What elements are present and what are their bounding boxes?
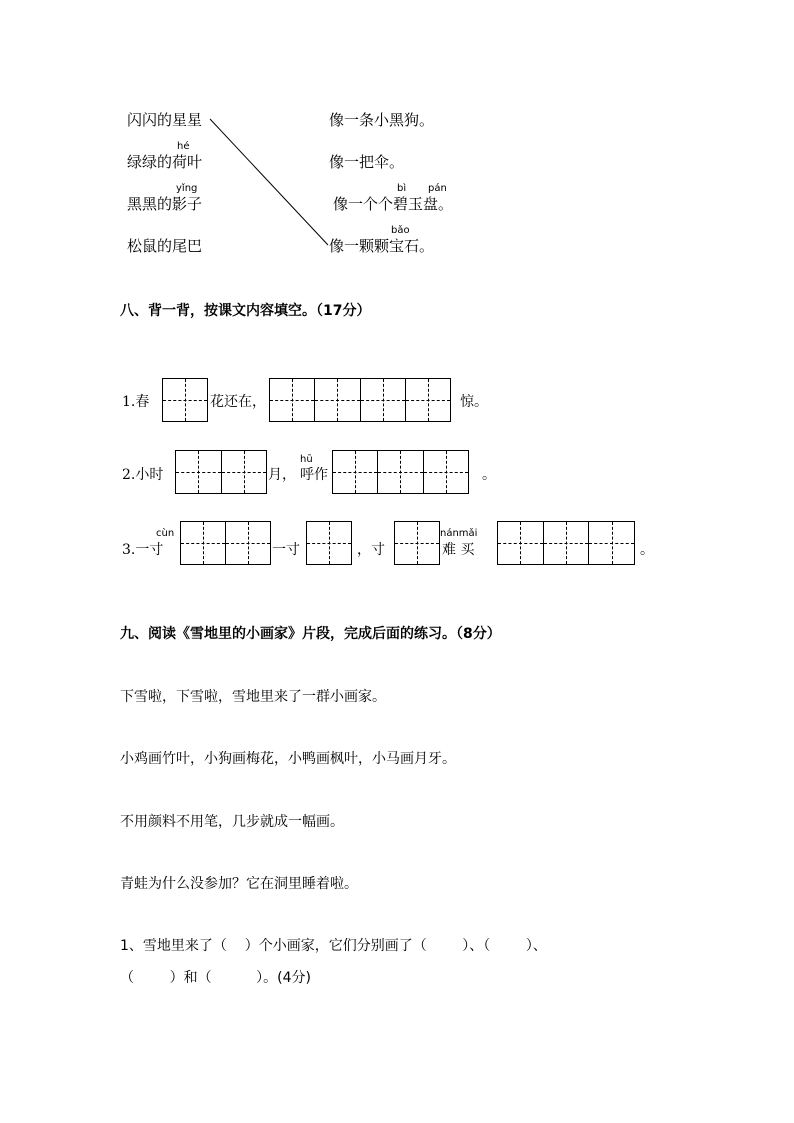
q3-nanmai: 难 买 [442,542,475,558]
match-left-3: 黑黑的影子 [127,195,203,213]
match-right-1: 像一条小黑狗。 [329,111,435,129]
q2-prefix: 2.小时 [122,467,164,483]
q2-writing-grid-1[interactable] [175,450,267,494]
q1-writing-grid-1[interactable] [162,378,208,422]
q1-end: 惊。 [460,394,488,410]
passage-line-4: 青蛙为什么没参加？它在洞里睡着啦。 [120,876,358,892]
passage-line-3: 不用颜料不用笔，几步就成一幅画。 [120,814,344,830]
passage-line-2: 小鸡画竹叶，小狗画梅花，小鸭画枫叶，小马画月牙。 [120,751,456,767]
match-left-4: 松鼠的尾巴 [127,237,203,255]
q3-cun: ，寸 [357,542,385,558]
q3-writing-grid-4[interactable] [497,521,635,565]
q3-writing-grid-3[interactable] [394,521,440,565]
pinyin-bi: bì [397,183,407,194]
match-right-4: 像一颗颗宝石。 [329,237,435,255]
q1-writing-grid-2[interactable] [269,378,451,422]
q2-writing-grid-2[interactable] [332,450,469,494]
match-right-3: 像一个个碧玉盘。 [333,195,454,213]
q2-mid: 月， [268,467,296,483]
q1-prefix: 1.春 [122,394,150,410]
q3-writing-grid-2[interactable] [306,521,352,565]
q2-huzuo: 呼作 [300,467,328,483]
pinyin-ying: yǐng [176,183,198,194]
section8-heading: 八、背一背，按课文内容填空。（17分） [120,303,371,319]
pinyin-cun: cùn [156,528,175,539]
pinyin-nanmai: nánmǎi [440,528,478,539]
match-connector-line [0,0,794,300]
section9-heading: 九、阅读《雪地里的小画家》片段，完成后面的练习。（8分） [120,626,501,642]
match-right-2: 像一把伞。 [329,153,405,171]
pinyin-hu: hū [300,454,313,465]
pinyin-bao: bǎo [391,225,410,236]
match-left-1: 闪闪的星星 [127,111,203,129]
match-left-2: 绿绿的荷叶 [127,153,203,171]
q3-end: 。 [640,542,654,558]
pinyin-he: hé [177,141,190,152]
question-1-line-1: 1、雪地里来了（ ）个小画家，它们分别画了（ ）、（ ）、 [120,938,547,954]
q3-writing-grid-1[interactable] [180,521,271,565]
q3-mid: 一寸 [272,542,300,558]
pinyin-pan: pán [428,183,447,194]
passage-line-1: 下雪啦，下雪啦，雪地里来了一群小画家。 [120,689,386,705]
q3-prefix: 3.一寸 [122,542,164,558]
question-1-line-2: （ ）和（ ）。(4分) [120,970,311,986]
q1-mid: 花还在， [210,394,266,410]
q2-end: 。 [482,467,496,483]
